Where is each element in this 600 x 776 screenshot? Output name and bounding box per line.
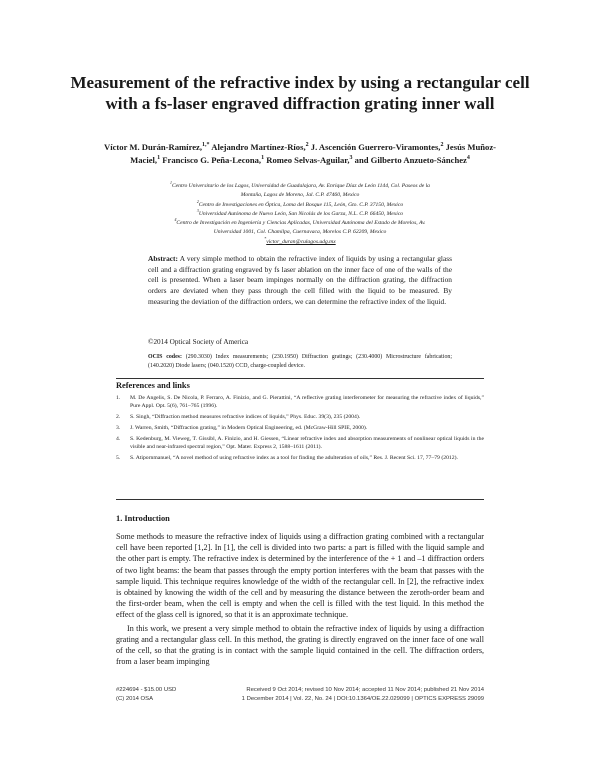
- references-heading: References and links: [116, 381, 190, 390]
- author-4: Jesús Muñoz-Maciel,$^1$: [130, 142, 496, 165]
- email-line: *victor_duran@culagos.udg.mx: [264, 236, 336, 245]
- reference-list: [116, 394, 484, 465]
- email-link[interactable]: victor_duran@culagos.udg.mx: [266, 238, 336, 245]
- paper-title: Measurement of the refractive index by using a rectangular cell with a fs-laser engraved diffraction grating inner wall: [70, 73, 530, 113]
- ocis-codes: [148, 353, 452, 371]
- abstract-text: A very simple method to obtain the refractive index of liquids by using a rectangular glass cell and a diffraction grating engraved by fs laser ablation on the inner face of one of the walls of the cell is presented. When a laser beam impinges normally on the diffraction grating, the diffraction orders are deviated when they pass through the cell filled with the liquid to be measured. By measuring the deviation of the diffraction orders, we can determine the refractive index of the liquid.: [148, 254, 452, 306]
- affiliation-4-line-1: $^4$Centro de Investigación en Ingeniería y Ciencias Aplicadas, Universidad Autónoma del Estado de Morelos, Av.: [174, 218, 426, 227]
- author-3: J. Ascención Guerrero-Viramontes,$^2$: [310, 142, 444, 152]
- divider-top: [116, 378, 484, 379]
- footer-copyright: (C) 2014 OSA: [116, 695, 153, 702]
- affiliation-1-line-1: $^1$Centro Universitario de los Lagos, Universidad de Guadalajara, Av. Enrique Díaz de León 1144, Col. Paseos de la: [170, 181, 430, 189]
- footer-article-id: #224694 - $15.00 USD: [116, 687, 177, 693]
- divider-middle: [116, 499, 484, 500]
- affiliation-4-line-2: Universidad 1001, Col. Chamilpa, Cuernavaca, Morelos C.P. 62209, Mexico: [213, 229, 387, 236]
- copyright: ©2014 Optical Society of America: [148, 338, 249, 346]
- author-list: [100, 141, 500, 166]
- paragraph: Some methods to measure the refractive index of liquids using a diffraction grating combined with a rectangular cell have been reported [1,2]. In [1], the cell is divided into two parts: a part is filled with the liquid sample and the other part is empty. The refractive index is determined by the interference of the + 1 and –1 diffraction orders of two light beams: the beam that passes through the empty portion interferes with the beam that passes with the sample liquid. This technique requires knowledge of the width of the rectangular cell. In [2], the refractive index is obtained by knowing the width of the cell and by measuring the distance between the zeroth-order beam and the first-order beam, when the cell is empty and when the cell is filled with the test liquid. In this method the effect of the glass cell is ignored, so that it is an approximate technique.: [116, 532, 484, 620]
- abstract-label: Abstract:: [148, 254, 178, 263]
- affiliation-2: $^2$Centro de Investigaciones en Óptica, Loma del Bosque 115, León, Gto. C.P. 37150, Mexico: [196, 199, 404, 208]
- affiliations: [112, 182, 488, 247]
- paragraph: In this work, we present a very simple method to obtain the refractive index of liquids by using a diffraction grating and a rectangular glass cell. In this method, the grating is directly engraved on the inner face of one wall of the cell, so that the grating is in contact with the sample liquid contained in the cell. The diffraction orders, from a laser beam impinging: [116, 623, 484, 667]
- author-5: Francisco G. Peña-Lecona,$^1$: [162, 154, 265, 165]
- footer-dates: Received 9 Oct 2014; revised 10 Nov 2014; accepted 11 Nov 2014; published 21 Nov 2014: [246, 687, 484, 693]
- reference-item: 4. S. Kedenburg, M. Vieweg, T. Gissibl, A. Finizio, and H. Giessen, “Linear refractive index and absorption measurements of nonlinear optical liquids in the visible and near-infrared spectral region,” Opt. Mater. Express 2, 1588–1611 (2011).: [116, 435, 484, 451]
- footer-citation: 1 December 2014 | Vol. 22, No. 24 | DOI:10.1364/OE.22.029099 | OPTICS EXPRESS 29099: [241, 695, 484, 702]
- introduction-body: [116, 531, 484, 669]
- section-heading-introduction: 1. Introduction: [116, 514, 170, 523]
- reference-item: 1. M. De Angelis, S. De Nicola, P. Ferraro, A. Finizio, and G. Pierattini, “A reflective grating interferometer for measuring the refractive index of liquids,” Pure Appl. Opt. 5(6), 761–765 (1996).: [116, 395, 484, 410]
- author-2: Alejandro Martínez-Ríos,$^2$: [211, 142, 309, 152]
- page-footer: [116, 686, 484, 703]
- author-6: Romeo Selvas-Aguilar,$^3$: [266, 154, 353, 165]
- affiliation-3: $^3$Universidad Autónoma de Nuevo León, San Nicolás de los Garza, N.L. C.P. 66450, Mexico: [196, 209, 404, 217]
- reference-item: 5. S. Atipornmanuel, “A novel method of using refractive index as a tool for finding the adulteration of oils,” Res. J. Recent Sci. 17, 77–79 (2012).: [116, 455, 458, 461]
- affiliation-1-line-2: Montaña, Lagos de Moreno, Jal. C.P. 47460, Mexico: [240, 192, 360, 199]
- ocis-text: (290.3030) Index measurements; (230.1950) Diffraction gratings; (230.4000) Microstructure fabrication; (140.2020) Diode lasers; (040.1520) CCD, charge-coupled device.: [148, 354, 452, 369]
- author-7: and Gilberto Anzueto-Sánchez$^4$: [354, 154, 470, 165]
- reference-item: 2. S. Singh, “Diffraction method measures refractive indices of liquids,” Phys. Educ. 39(3), 235 (2004).: [116, 414, 361, 421]
- ocis-label: OCIS codes:: [148, 354, 182, 360]
- abstract: [148, 254, 452, 308]
- reference-item: 3. J. Warren, Smith, “Diffraction grating,” in Modern Optical Engineering, ed. (McGraw-Hill SPIE, 2000).: [116, 425, 368, 431]
- author-1: Víctor M. Durán-Ramírez,$^{1,*}$: [104, 142, 210, 152]
